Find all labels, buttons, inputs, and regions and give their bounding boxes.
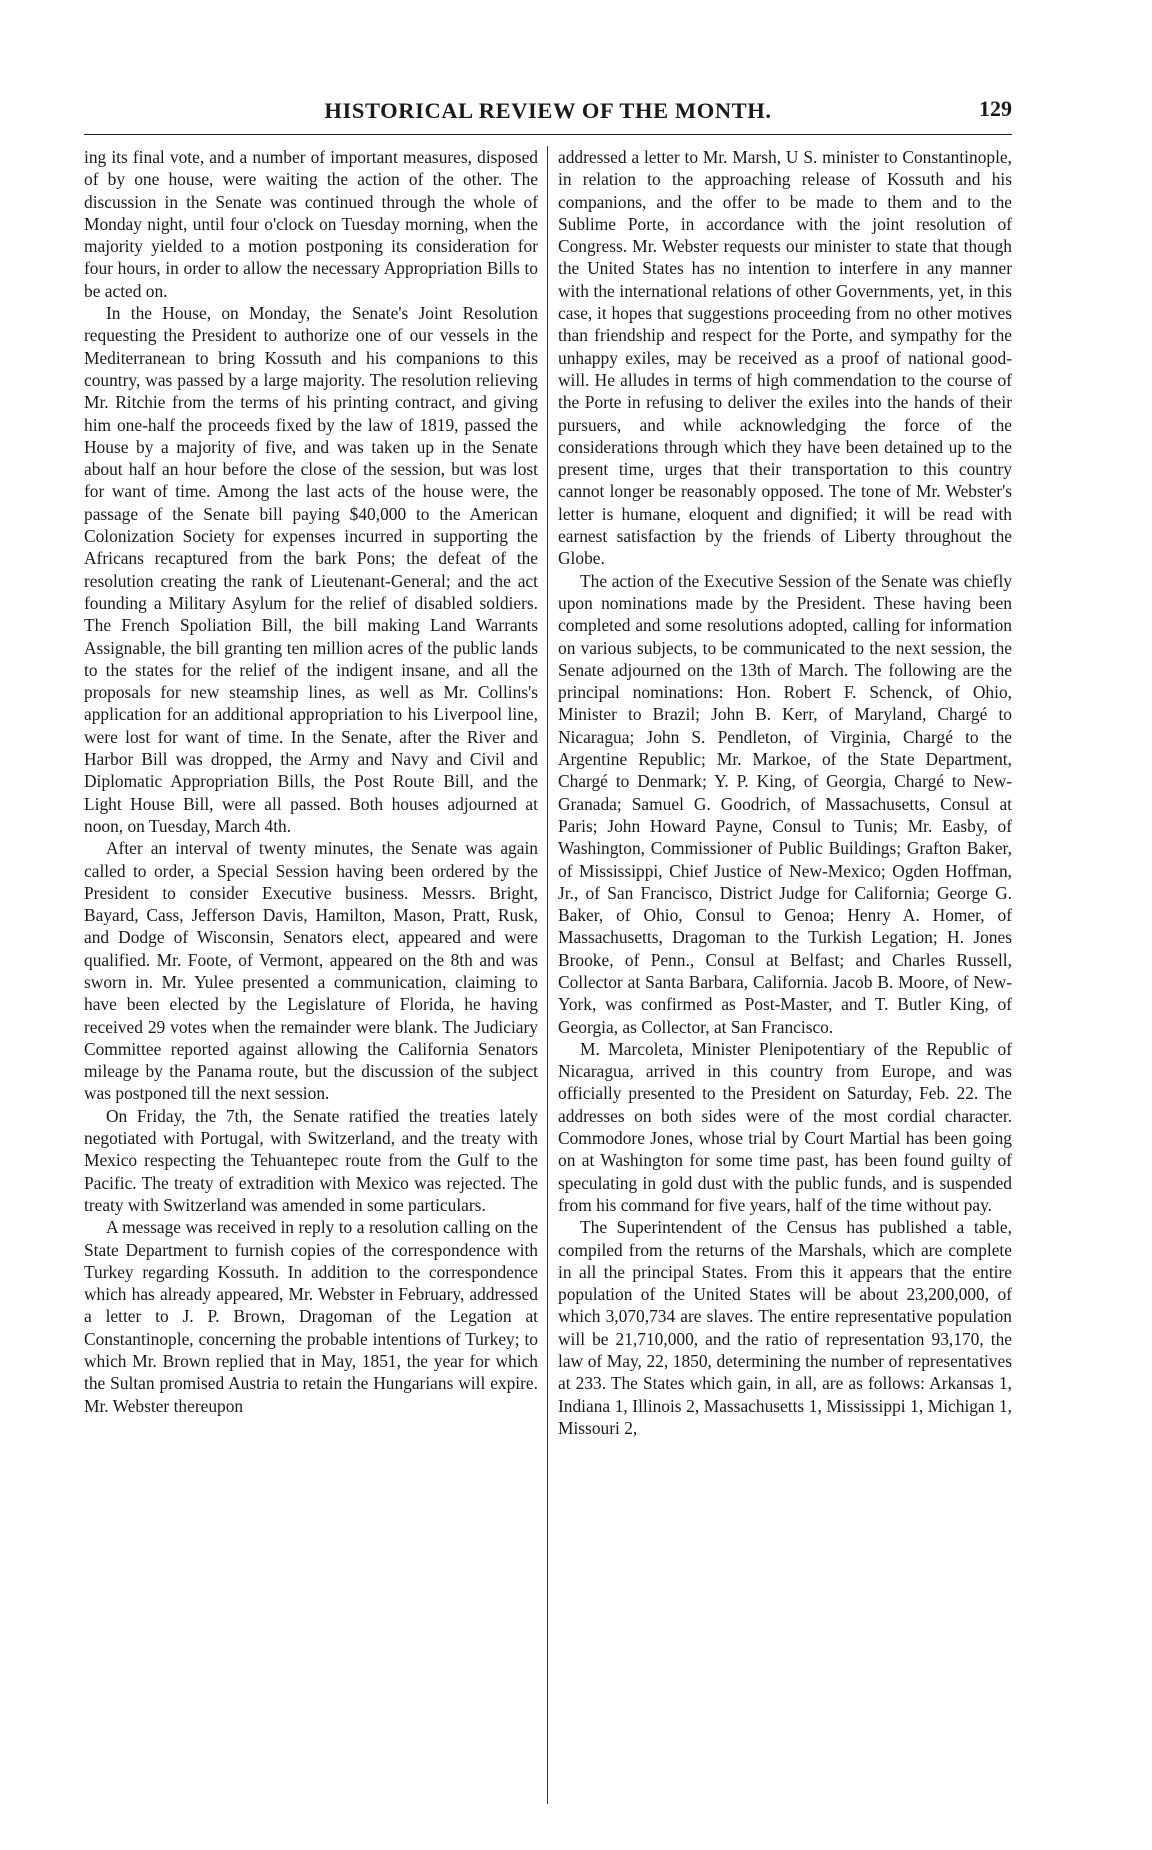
running-title: HISTORICAL REVIEW OF THE MONTH. (324, 98, 772, 123)
header-rule (84, 134, 1012, 135)
column-divider (547, 146, 548, 1804)
paragraph: addressed a letter to Mr. Marsh, U S. minister to Constantinople, in relation to the approaching release of Kossuth and his companions, and the offer to be made to them and to the Sublime Porte, in accordance with the joint resolution of Congress. Mr. Webster requests our minister to state that though the United States has no intention to interfere in any manner with the international relations of other Governments, yet, in this case, it hopes that suggestions proceeding from no other motives than friendship and respect for the Porte, and sympathy for the unhappy exiles, may be received as a proof of national good-will. He alludes in terms of high commendation to the course of the Porte in refusing to deliver the exiles into the hands of their pursuers, and while acknowledging the force of the considerations through which they have been detained up to the present time, urges that their transportation to this country cannot longer be reasonably opposed. The tone of Mr. Webster's letter is humane, eloquent and dignified; it will be read with earnest satisfaction by the friends of Liberty throughout the Globe. (558, 147, 1012, 569)
paragraph: M. Marcoleta, Minister Plenipotentiary of the Republic of Nicaragua, arrived in this country from Europe, and was officially presented to the President on Saturday, Feb. 22. The addresses on both sides were of the most cordial character. Commodore Jones, whose trial by Court Martial has been going on at Washington for some time past, has been found guilty of speculating in gold dust with the public funds, and is suspended from his command for five years, half of the time without pay. (558, 1038, 1012, 1215)
paragraph: On Friday, the 7th, the Senate ratified the treaties lately negotiated with Portugal, with Switzerland, and the treaty with Mexico respecting the Tehuantepec route from the Gulf to the Pacific. The treaty of extradition with Mexico was rejected. The treaty with Switzerland was amended in some particulars. (84, 1105, 538, 1215)
paragraph: After an interval of twenty minutes, the Senate was again called to order, a Special Session having been ordered by the President to consider Executive business. Messrs. Bright, Bayard, Cass, Jefferson Davis, Hamilton, Mason, Pratt, Rusk, and Dodge of Wisconsin, Senators elect, appeared and were qualified. Mr. Foote, of Vermont, appeared on the 8th and was sworn in. Mr. Yulee presented a communication, claiming to have been elected by the Legislature of Florida, he having received 29 votes when the remainder were blank. The Judiciary Committee reported against allowing the California Senators mileage by the Panama route, but the discussion of the subject was postponed till the next session. (84, 838, 538, 1104)
paragraph: The Superintendent of the Census has published a table, compiled from the returns of the Marshals, which are complete in all the principal States. From this it appears that the entire population of the United States will be about 23,200,000, of which 3,070,734 are slaves. The entire representative population will be 21,710,000, and the ratio of representation 93,170, the law of May, 22, 1850, determining the number of representatives at 233. The States which gain, in all, are as follows: Arkansas 1, Indiana 1, Illinois 2, Massachusetts 1, Mississippi 1, Michigan 1, Missouri 2, (558, 1217, 1012, 1438)
page-header (84, 92, 1012, 132)
page-number: 129 (979, 96, 1012, 121)
paragraph: In the House, on Monday, the Senate's Joint Resolution requesting the President to authorize one of our vessels in the Mediterranean to bring Kossuth and his companions to this country, was passed by a large majority. The resolution relieving Mr. Ritchie from the terms of his printing contract, and giving him one-half the proceeds fixed by the law of 1819, passed the House by a majority of five, and was taken up in the Senate about half an hour before the close of the session, but was lost for want of time. Among the last acts of the house were, the passage of the Senate bill paying $40,000 to the American Colonization Society for expenses incurred in supporting the Africans recaptured from the bark Pons; the defeat of the resolution creating the rank of Lieutenant-General; and the act founding a Military Asylum for the relief of disabled soldiers. The French Spoliation Bill, the bill making Land Warrants Assignable, the bill granting ten million acres of the public lands to the states for the relief of the indigent insane, and all the proposals for new steamship lines, as well as Mr. Collins's application for an additional appropriation to his Liverpool line, were lost for want of time. In the Senate, after the River and Harbor Bill was dropped, the Army and Navy and Civil and Diplomatic Appropriation Bills, the Post Route Bill, and the Light House Bill, were all passed. Both houses adjourned at noon, on Tuesday, March 4th. (84, 303, 538, 836)
paragraph: The action of the Executive Session of the Senate was chiefly upon nominations made by the President. These having been completed and some resolutions adopted, calling for information on various subjects, to be communicated to the next session, the Senate adjourned on the 13th of March. The following are the principal nominations: Hon. Robert F. Schenck, of Ohio, Minister to Brazil; John B. Kerr, of Maryland, Chargé to Nicaragua; John S. Pendleton, of Virginia, Chargé to the Argentine Republic; Mr. Markoe, of the State Department, Chargé to Denmark; Y. P. King, of Georgia, Chargé to New-Granada; Samuel G. Goodrich, of Massachusetts, Consul at Paris; John Howard Payne, Consul to Tunis; Mr. Easby, of Washington, Commissioner of Public Buildings; Grafton Baker, of Mississippi, Chief Justice of New-Mexico; Ogden Hoffman, Jr., of San Francisco, District Judge for California; George G. Baker, of Ohio, Consul to Genoa; Henry A. Homer, of Massachusetts, Dragoman to the Turkish Legation; H. Jones Brooke, of Penn., Consul at Belfast; and Charles Russell, Collector at Santa Barbara, California. Jacob B. Moore, of New-York, was confirmed as Post-Master, and T. Butler King, of Georgia, as Collector, at San Francisco. (558, 570, 1012, 1037)
left-column (84, 146, 538, 1826)
paragraph: A message was received in reply to a resolution calling on the State Department to furnish copies of the correspondence with Turkey regarding Kossuth. In addition to the correspondence which has already appeared, Mr. Webster in February, addressed a letter to J. P. Brown, Dragoman of the Legation at Constantinople, concerning the probable intentions of Turkey; to which Mr. Brown replied that in May, 1851, the year for which the Sultan promised Austria to retain the Hungarians will expire. Mr. Webster thereupon (84, 1217, 538, 1416)
right-column (558, 146, 1012, 1826)
paragraph: ing its final vote, and a number of important measures, disposed of by one house, were waiting the action of the other. The discussion in the Senate was continued through the whole of Monday night, until four o'clock on Tuesday morning, when the majority yielded to a motion postponing its consideration for four hours, in order to allow the necessary Appropriation Bills to be acted on. (84, 147, 538, 301)
